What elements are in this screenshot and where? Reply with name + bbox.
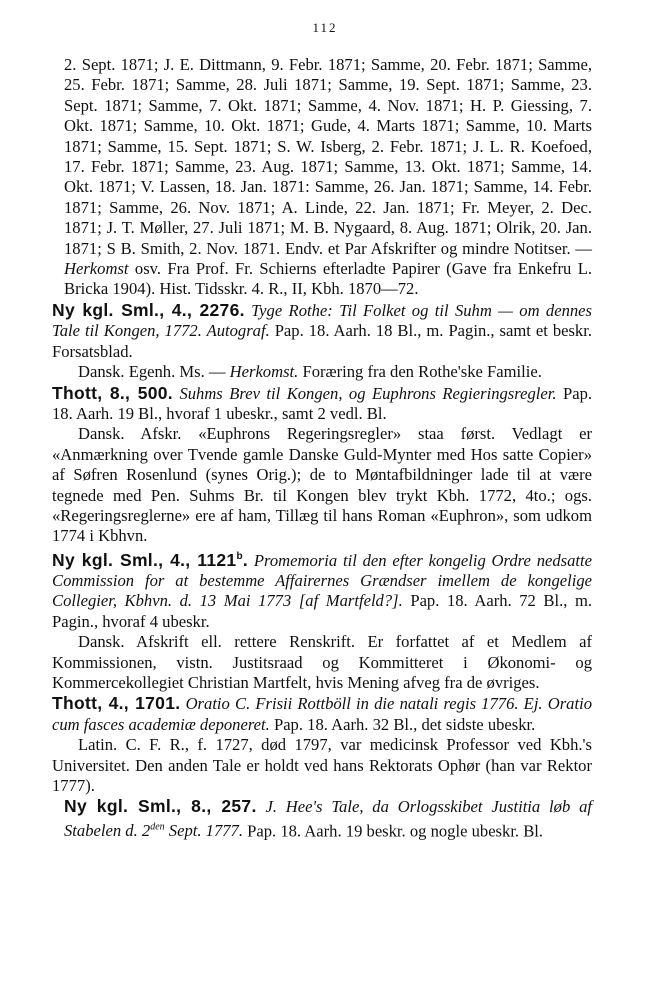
entry-signature: Thott, 4., 1701. [52,693,181,714]
entry-description: Pap. 18. Aarh. 19 Bl., hvoraf 1 ubeskr., samt 2 vedl. Bl. [52,383,593,423]
catalog-entry [52,547,592,694]
entry-title: Promemoria til den efter kongelig Ordre nedsatte Commission for at bestemme Affairernes Grændser imellem de kongelige Collegier, Kbhvn. d. 13 Mai 1773 [af Martfeld?]. [52,550,593,611]
entry-heading [64,796,592,841]
entry-note [52,362,592,382]
page-number: 112 [312,20,338,35]
entry-note-post: Foræring fra den Rothe'ske Familie. [298,362,542,382]
intro-paragraph [64,55,592,300]
herkomst-label: Herkomst [64,259,129,279]
entry-note: Latin. C. F. R., f. 1727, død 1797, var medicinsk Professor ved Kbh.'s Universitet. Den anden Tale er holdt ved hans Rektorats Ophør (han var Rektor 1777). [52,735,592,796]
entry-title: Oratio C. Frisii Rottböll in die natali regis 1776. Ej. Oratio cum fasces academiæ deponeret. [52,694,592,734]
catalog-entry [64,796,592,841]
entry-title-pre: J. Hee's Tale, da Orlogsskibet Justitia løb af Stabelen d. 2 [64,797,592,841]
entry-title: Suhms Brev til Kongen, og Euphrons Regieringsregler. [179,383,557,403]
intro-tail: osv. Fra Prof. Fr. Schierns efterladte Papirer (Gave fra Enkefru L. Bricka 1904). Hist. Tidsskr. 4. R., II, Kbh. 1870—72. [64,259,592,299]
entry-heading [52,693,592,735]
entry-heading [52,300,592,362]
page-body [52,55,593,842]
catalog-entry [52,693,592,796]
entry-title: Tyge Rothe: Til Folket og til Suhm — om dennes Tale til Kongen, 1772. Autograf. [52,300,593,341]
entry-signature-text: Ny kgl. Sml., 4., 1121 [52,549,237,570]
entry-note: Dansk. Afskr. «Euphrons Regeringsregler» staa først. Vedlagt er «Anmærkning over Tvende gamle Danske Guld-Mynter med Hos satte Copier» af Søfren Rosenlund (synes Orig.); de to Møntafbildninger lade til at være tegnede med Pen. Suhms Br. til Kongen blev trykt Kbh. 1772, 4to.; ogs. «Regeringsreglerne» ere af ham, Tillæg til hans Roman «Euphron», som udkom 1774 i Kbhvn. [52,424,592,546]
entry-note-pre: Dansk. Egenh. Ms. — [78,362,230,382]
entry-signature: Ny kgl. Sml., 8., 257. [64,796,257,817]
entry-heading [52,383,592,425]
entry-description: Pap. 18. Aarh. 32 Bl., det sidste ubeskr. [269,714,536,734]
entry-description: Pap. 18. Aarh. 19 beskr. og nogle ubeskr. Bl. [243,821,544,841]
entry-heading [52,547,592,632]
intro-text: 2. Sept. 1871; J. E. Dittmann, 9. Febr. 1871; Samme, 20. Febr. 1871; Samme, 25. Febr. 1871; Samme, 28. Juli 1871; Samme, 19. Sept. 1871; Samme, 23. Sept. 1871; Samme, 7. Okt. 1871; Samme, 4. Nov. 1871; H. P. Giessing, 7. Okt. 1871; Samme, 10. Okt. 1871; Gude, 4. Marts 1871; Samme, 10. Marts 1871; Samme, 15. Sept. 1871; S. W. Isberg, 2. Febr. 1871; J. L. R. Koefoed, 17. Febr. 1871; Samme, 23. Aug. 1871; Samme, 13. Okt. 1871; Samme, 14. Okt. 1871; V. Lassen, 18. Jan. 1871: Samme, 26. Jan. 1871; Samme, 14. Febr. 1871; Samme, 26. Nov. 1871; A. Linde, 22. Jan. 1871; Fr. Meyer, 2. Dec. 1871; J. T. Møller, 27. Juli 1871; M. B. Nygaard, 8. Aug. 1871; Olrik, 20. Jan. 1871; S B. Smith, 2. Nov. 1871. Endv. et Par Afskrifter og mindre Notitser. — [64,55,592,258]
catalog-entry [52,383,592,547]
entry-description: Pap. 18. Aarh. 72 Bl., m. Pagin., hvoraf 4 ubeskr. [52,591,593,631]
entry-signature-sup: b [236,550,243,562]
entry-signature: Thott, 8., 500. [52,382,173,403]
entry-note-herkomst: Herkomst. [229,362,299,382]
catalog-entry [52,300,592,383]
entry-title-post: Sept. 1777. [164,821,243,841]
entry-description: Pap. 18. Aarh. 18 Bl., m. Pagin., samt et beskr. Forsatsblad. [52,321,592,361]
entry-note: Dansk. Afskrift ell. rettere Renskrift. Er forfattet af et Medlem af Kommissionen, vistn. Justitsraad og Kommitteret i Økonomi- og Kommercekollegiet Christian Martfelt, hvis Mening afveg fra de øvriges. [52,632,592,693]
entry-title-sup: den [150,821,165,833]
entry-signature: Ny kgl. Sml., 4., 2276. [52,299,245,320]
entry-signature: Ny kgl. Sml., 4., 1121$^b$. [52,549,249,570]
